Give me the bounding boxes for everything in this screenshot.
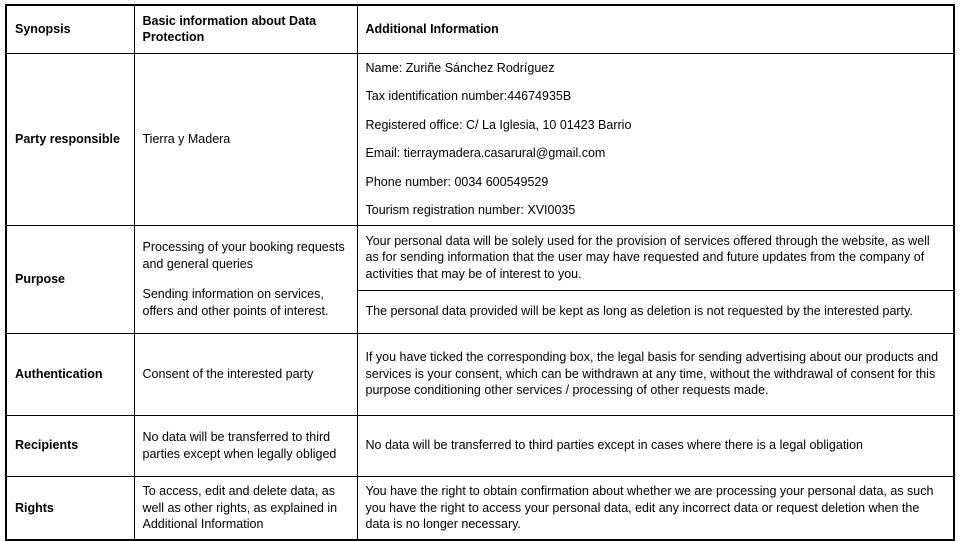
authentication-additional-cell: If you have ticked the corresponding box, the legal basis for sending advertising about our products and services is your consent, which can be withdrawn at any time, without the withdrawal of consent for this purpose conditioning other services / processing of other requests made. xyxy=(357,333,954,415)
recipients-basic-cell: No data will be transferred to third parties except when legally obliged xyxy=(134,415,357,476)
header-cell-synopsis: Synopsis xyxy=(6,5,134,53)
party-phone-line: Phone number: 0034 600549529 xyxy=(365,174,549,189)
authentication-label: Authentication xyxy=(6,333,134,415)
data-protection-table xyxy=(5,4,955,541)
party-tax-id-line: Tax identification number:44674935B xyxy=(365,89,572,103)
row-purpose xyxy=(6,225,954,290)
party-additional-cell xyxy=(357,53,954,225)
row-recipients xyxy=(6,415,954,476)
row-authentication xyxy=(6,333,954,415)
purpose-basic-cell xyxy=(134,225,357,333)
party-email-line: Email: tierraymadera.casarural@gmail.com xyxy=(365,146,606,160)
recipients-label: Recipients xyxy=(6,415,134,476)
row-rights xyxy=(6,476,954,540)
party-label: Party responsible xyxy=(6,53,134,225)
party-name-line: Name: Zuriñe Sánchez Rodríguez xyxy=(365,60,555,75)
rights-label: Rights xyxy=(6,476,134,540)
header-cell-basic-info: Basic information about Data Protection xyxy=(134,5,357,53)
table-header-row xyxy=(6,5,954,53)
purpose-basic-line-2: Sending information on services, offers and other points of interest. xyxy=(142,287,329,318)
party-registered-office-line: Registered office: C/ La Iglesia, 10 01423 Barrio xyxy=(365,117,632,132)
rights-basic-cell: To access, edit and delete data, as well as other rights, as explained in Additional Information xyxy=(134,476,357,540)
recipients-additional-cell: No data will be transferred to third parties except in cases where there is a legal obligation xyxy=(357,415,954,476)
purpose-additional-cell-2: The personal data provided will be kept as long as deletion is not requested by the interested party. xyxy=(357,290,954,333)
row-party-responsible xyxy=(6,53,954,225)
purpose-label: Purpose xyxy=(6,225,134,333)
party-basic-cell: Tierra y Madera xyxy=(134,53,357,225)
authentication-basic-cell: Consent of the interested party xyxy=(134,333,357,415)
purpose-additional-cell-1: Your personal data will be solely used for the provision of services offered through the website, as well as for sending information that the user may have requested and future updates from the company of activities that may be of interest to you. xyxy=(357,225,954,290)
purpose-basic-line-1: Processing of your booking requests and general queries xyxy=(142,240,345,271)
rights-additional-cell: You have the right to obtain confirmation about whether we are processing your personal data, as such you have the right to access your personal data, edit any incorrect data or request deletion when the data is no longer necessary. xyxy=(357,476,954,540)
party-tourism-registration-line: Tourism registration number: XVI0035 xyxy=(365,203,576,217)
header-cell-additional-info: Additional Information xyxy=(357,5,954,53)
